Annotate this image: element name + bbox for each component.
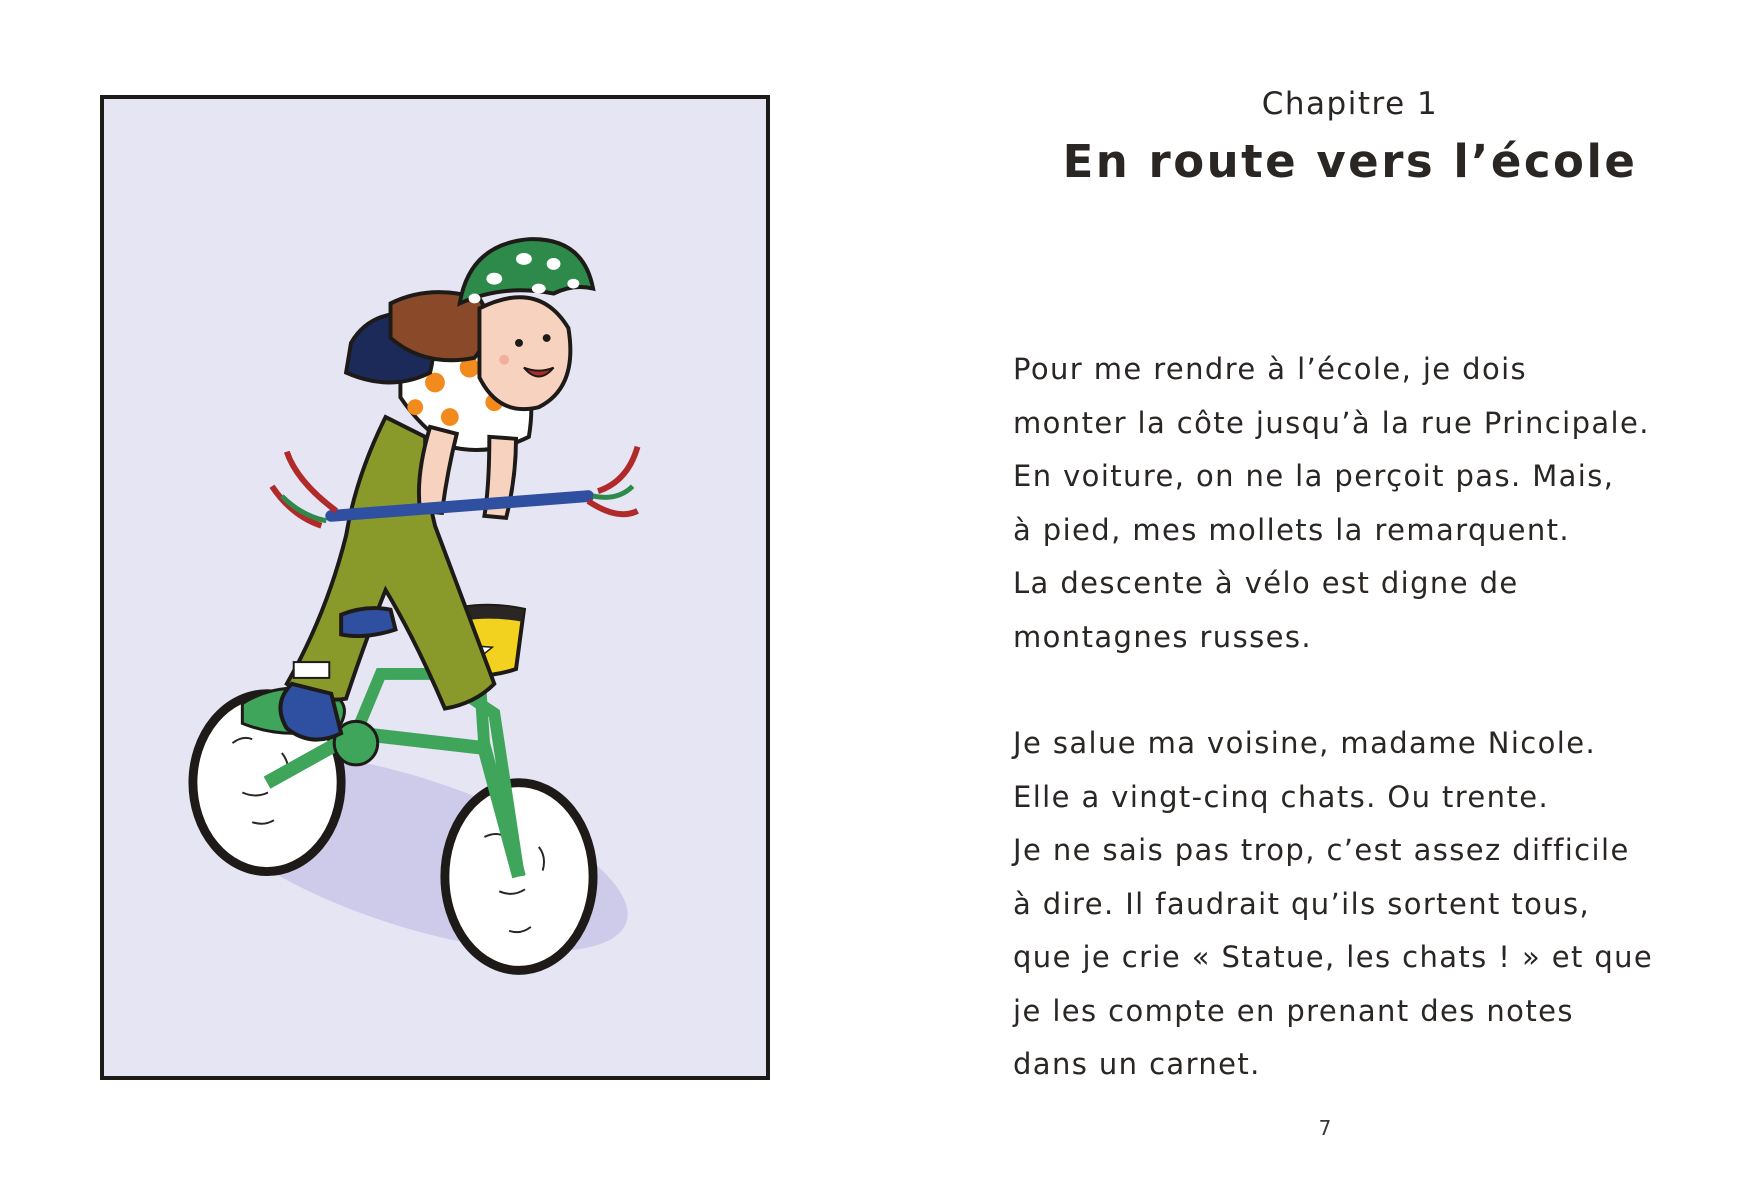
text-line: à pied, mes mollets la remarquent. [1013,512,1571,547]
chapter-title: En route vers l’école [1062,135,1638,188]
text-line: Je ne sais pas trop, c’est assez difficile [1013,833,1630,867]
text-line: dans un carnet. [1013,1047,1261,1081]
paragraph-2 [1013,717,1743,1092]
illustration-frame [100,95,770,1080]
paragraph-1 [1013,343,1743,664]
text-line: Je salue ma voisine, madame Nicole. [1013,726,1597,760]
text-line: je les compte en prenant des notes [1013,993,1574,1028]
girl-on-bicycle-illustration [104,99,766,1076]
text-line: à dire. Il faudrait qu’ils sortent tous, [1013,886,1591,921]
text-line: que je crie « Statue, les chats ! » et que [1013,940,1654,974]
text-line: montagnes russes. [1013,619,1312,654]
text-line: En voiture, on ne la perçoit pas. Mais, [1013,459,1615,493]
bike-helmet [460,239,593,303]
text-line: La descente à vélo est digne de [1013,566,1519,600]
text-line: monter la côte jusqu’à la rue Principale. [1013,405,1650,440]
handlebar [272,447,638,526]
girl-face [479,297,570,409]
chapter-label: Chapitre 1 [1261,86,1439,122]
chapter-header [1000,80,1700,194]
text-line: Elle a vingt-cinq chats. Ou trente. [1013,779,1550,814]
text-line: Pour me rendre à l’école, je dois [1013,352,1528,386]
chapter-body-text [1013,343,1743,1092]
page-number: 7 [1318,1116,1332,1140]
